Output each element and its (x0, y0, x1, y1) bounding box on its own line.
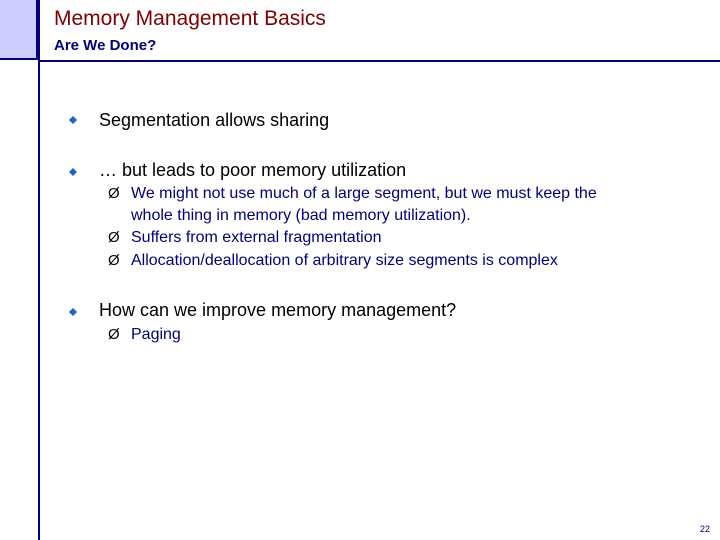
subbullet-text: We might not use much of a large segment, but we must keep the (131, 185, 597, 202)
corner-decoration (0, 0, 38, 60)
arrow-bullet-icon: Ø (108, 252, 120, 269)
arrow-bullet-icon: Ø (108, 185, 120, 202)
diamond-bullet-icon (69, 116, 77, 124)
diamond-bullet-icon (69, 168, 77, 176)
subbullet-text: Suffers from external fragmentation (131, 229, 382, 246)
arrow-bullet-icon: Ø (108, 229, 120, 246)
horizontal-rule (38, 60, 720, 62)
subbullet-text: whole thing in memory (bad memory utilization). (131, 207, 471, 224)
bullet-text: How can we improve memory management? (99, 300, 457, 320)
subbullet-text: Paging (131, 326, 181, 343)
vertical-rule (38, 0, 40, 540)
subbullet-text: Allocation/deallocation of arbitrary size segments is complex (131, 252, 558, 269)
diamond-bullet-icon (69, 308, 77, 316)
slide-subtitle: Are We Done? (54, 37, 157, 54)
bullet-text: … but leads to poor memory utilization (99, 160, 407, 180)
bullet-text: Segmentation allows sharing (99, 110, 330, 130)
arrow-bullet-icon: Ø (108, 326, 120, 343)
page-number: 22 (699, 524, 710, 534)
slide-title: Memory Management Basics (54, 7, 326, 30)
